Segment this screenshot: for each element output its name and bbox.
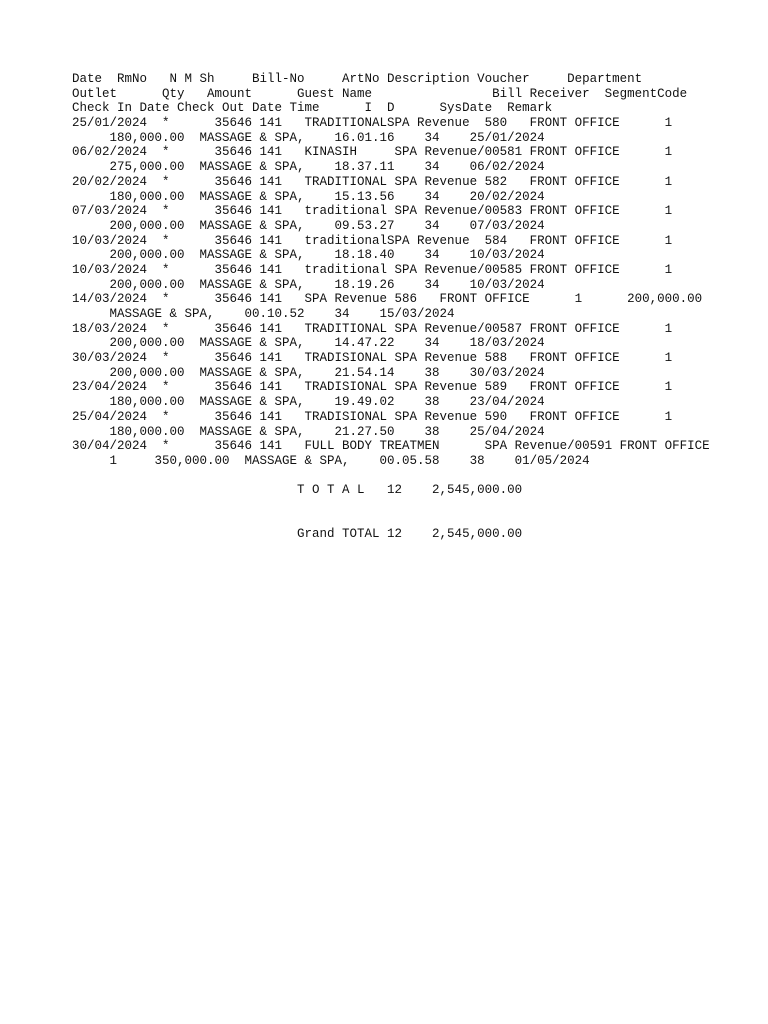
spa-revenue-report (72, 72, 710, 542)
total-line: T O T A L 12 2,545,000.00 (72, 483, 523, 498)
record-line: 14/03/2024 * 35646 141 SPA Revenue 586 FRONT OFFICE 1 200,000.00 (72, 292, 703, 307)
record-line: 25/04/2024 * 35646 141 TRADISIONAL SPA Revenue 590 FRONT OFFICE 1 (72, 409, 673, 424)
record-line: 10/03/2024 * 35646 141 traditionalSPA Revenue 584 FRONT OFFICE 1 (72, 233, 673, 248)
record-detail-line: 1 350,000.00 MASSAGE & SPA, 00.05.58 38 01/05/2024 (72, 453, 590, 468)
record-detail-line: 200,000.00 MASSAGE & SPA, 14.47.22 34 18/03/2024 (72, 336, 545, 351)
record-line: 18/03/2024 * 35646 141 TRADITIONAL SPA Revenue/00587 FRONT OFFICE 1 (72, 321, 673, 336)
record-detail-line: MASSAGE & SPA, 00.10.52 34 15/03/2024 (72, 307, 455, 321)
record-detail-line: 275,000.00 MASSAGE & SPA, 18.37.11 34 06/02/2024 (72, 160, 545, 175)
record-line: 30/03/2024 * 35646 141 TRADISIONAL SPA Revenue 588 FRONT OFFICE 1 (72, 351, 673, 366)
record-line: 10/03/2024 * 35646 141 traditional SPA Revenue/00585 FRONT OFFICE 1 (72, 262, 673, 277)
record-detail-line: 200,000.00 MASSAGE & SPA, 18.19.26 34 10/03/2024 (72, 277, 545, 292)
record-detail-line: 180,000.00 MASSAGE & SPA, 15.13.56 34 20/02/2024 (72, 189, 545, 204)
record-line: 23/04/2024 * 35646 141 TRADISIONAL SPA Revenue 589 FRONT OFFICE 1 (72, 380, 673, 395)
spacer (72, 469, 710, 484)
record-detail-line: 180,000.00 MASSAGE & SPA, 21.27.50 38 25/04/2024 (72, 424, 545, 439)
record-line: 25/01/2024 * 35646 141 TRADITIONALSPA Revenue 580 FRONT OFFICE 1 (72, 116, 673, 131)
record-detail-line: 200,000.00 MASSAGE & SPA, 21.54.14 38 30/03/2024 (72, 365, 545, 380)
grand-total-line: Grand TOTAL 12 2,545,000.00 (72, 527, 523, 542)
record-line: 20/02/2024 * 35646 141 TRADITIONAL SPA Revenue 582 FRONT OFFICE 1 (72, 174, 673, 189)
record-detail-line: 180,000.00 MASSAGE & SPA, 19.49.02 38 23/04/2024 (72, 395, 545, 410)
header-line-2: Outlet Qty Amount Guest Name Bill Receiver SegmentCode (72, 86, 688, 101)
spacer (72, 498, 710, 527)
record-detail-line: 200,000.00 MASSAGE & SPA, 09.53.27 34 07/03/2024 (72, 218, 545, 233)
header-line-1: Date RmNo N M Sh Bill-No ArtNo Description Voucher Department (72, 72, 643, 86)
record-line: 06/02/2024 * 35646 141 KINASIH SPA Revenue/00581 FRONT OFFICE 1 (72, 145, 673, 160)
record-detail-line: 200,000.00 MASSAGE & SPA, 18.18.40 34 10/03/2024 (72, 248, 545, 263)
record-detail-line: 180,000.00 MASSAGE & SPA, 16.01.16 34 25/01/2024 (72, 130, 545, 145)
record-line: 07/03/2024 * 35646 141 traditional SPA Revenue/00583 FRONT OFFICE 1 (72, 204, 673, 219)
header-line-3: Check In Date Check Out Date Time I D SysDate Remark (72, 101, 553, 116)
record-line: 30/04/2024 * 35646 141 FULL BODY TREATMEN SPA Revenue/00591 FRONT OFFICE (72, 439, 710, 454)
